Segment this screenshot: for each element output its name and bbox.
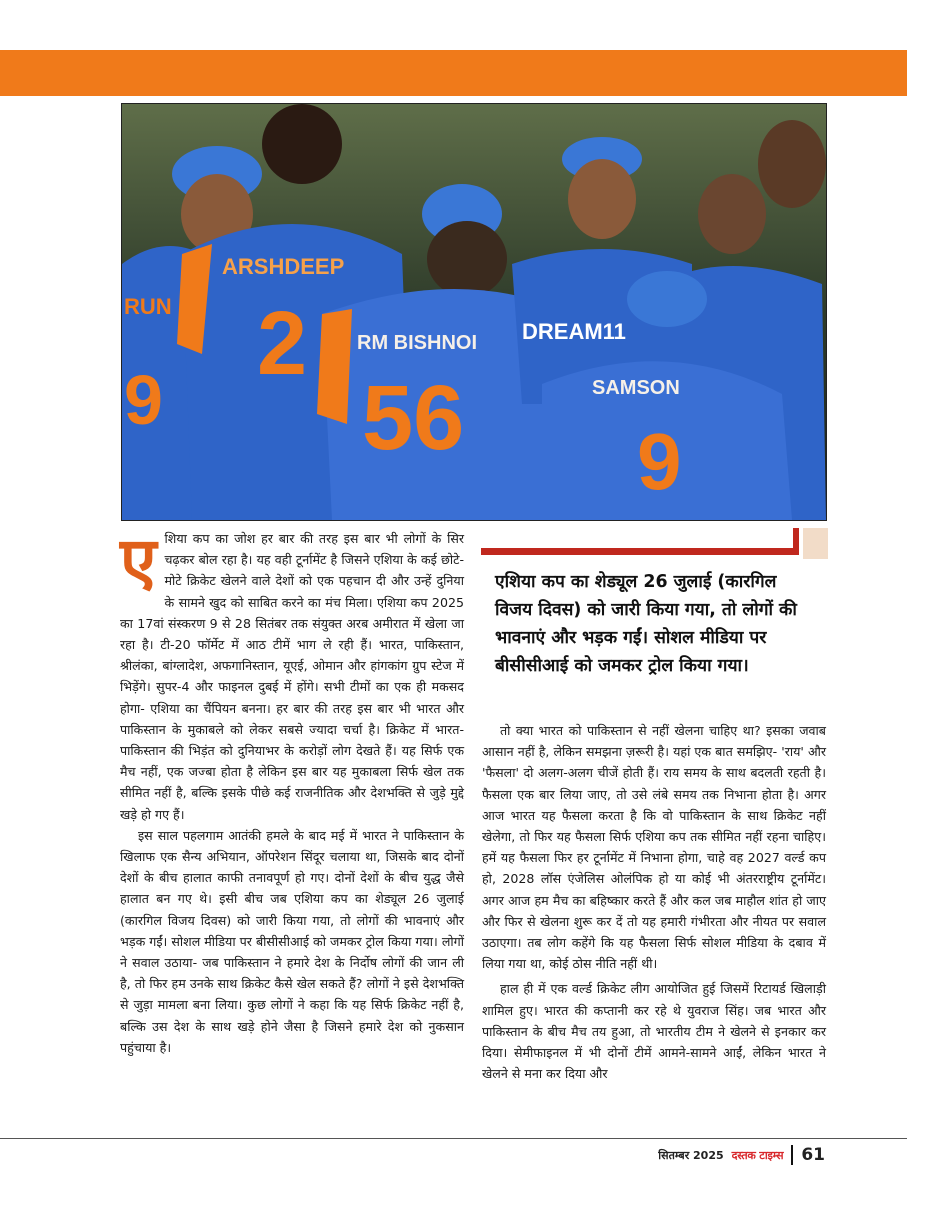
drop-cap: ए	[120, 523, 157, 600]
article-paragraph: इस साल पहलगाम आतंकी हमले के बाद मई में भारत ने पाकिस्तान के खिलाफ एक सैन्य अभियान, ऑपरेशन सिंदूर चलाया था, जिसके बाद दोनों देशों के बीच हालात काफी तनावपूर्ण हो गए। दोनों देशों के बीच युद्ध जैसे हालात बन गए थे। इसी बीच जब एशिया कप का शेड्यूल 26 जुलाई (कारगिल विजय दिवस) को जारी किया गया, तो लोगों की भावनाएं और भड़क गईं। सोशल मीडिया पर बीसीसीआई को जमकर ट्रोल किया गया। लोगों ने सवाल उठाया- जब पाकिस्तान ने हमारे देश के निर्दोष लोगों की जान ली है, तो फिर हम उनके साथ क्रिकेट कैसे खेल सकते हैं? लोगों ने इसे देशभक्ति से जुड़ा मामला बना लिया। कुछ लोगों ने कहा कि यह सिर्फ क्रिकेट नहीं है, बल्कि उस देश के साथ खड़े होने जैसा है जिसने हमारे देश को नुकसान पहुंचाया है।	[120, 827, 464, 1055]
magazine-logo: दस्तक टाइम्स	[731, 1148, 784, 1162]
page-footer	[658, 1144, 825, 1166]
top-accent-bar	[0, 50, 907, 96]
article-paragraph	[120, 523, 464, 825]
jersey-name-arshdeep: ARSHDEEP	[222, 254, 345, 279]
cricket-team-photo	[121, 103, 827, 521]
article-column-left	[120, 523, 464, 1058]
jersey-name-bishnoi: RM BISHNOI	[357, 332, 477, 354]
paragraph-text: शिया कप का जोश हर बार की तरह इस बार भी लोगों के सिर चढ़कर बोल रहा है। यह वही टूर्नामेंट है जिसने एशिया के कई छोटे-मोटे क्रिकेट खेलने वाले देशों को एक पहचान दी और उन्हें दुनिया के सामने खुद को साबित करने का मंच मिला। एशिया कप 2025 का 17वां संस्करण 9 से 28 सितंबर तक संयुक्त अरब अमीरात में खेला जा रहा है। टी-20 फॉर्मेट में आठ टीमें भाग ले रही हैं। भारत, पाकिस्तान, श्रीलंका, बांग्लादेश, अफगानिस्तान, यूएई, ओमान और हांगकांग ग्रुप स्टेज में भिड़ेंगे। सुपर-4 और फाइनल दुबई में होंगे। सभी टीमों का एक ही मकसद होगा- एशिया का चैंपियन बनना। हर बार की तरह इस बार भी भारत और पाकिस्तान के मुकाबले को लेकर सबसे ज्यादा चर्चा है। क्रिकेट में भारत-पाकिस्तान की भिड़ंत को दुनियाभर के करोड़ों लोग देखते हैं। यह सिर्फ एक मैच नहीं, एक जज्बा होता है लेकिन इस बार यह मुकाबला सिर्फ खेल तक सीमित नहीं है, बल्कि इसके पीछे कई राजनीतिक और देशभक्ति से जुड़े मुद्दे खड़े हो गए हैं।	[120, 531, 464, 822]
article-column-right	[482, 720, 826, 1084]
pull-quote-rule	[481, 548, 799, 555]
jersey-number-56: 56	[362, 367, 465, 469]
jersey-number-9: 9	[637, 417, 682, 506]
sponsor-text: DREAM11	[522, 319, 626, 344]
article-paragraph: हाल ही में एक वर्ल्ड क्रिकेट लीग आयोजित हुई जिसमें रिटायर्ड खिलाड़ी शामिल हुए। भारत की कप्तानी कर रहे थे युवराज सिंह। जब भारत और पाकिस्तान के बीच मैच तय हुआ, तो भारतीय टीम ने खेलने से इनकार कर दिया। सेमीफाइनल में भी दोनों टीमें आमने-सामने आईं, लेकिन भारत ने खेलने से मना कर दिया और	[482, 981, 826, 1082]
page-number: 61	[801, 1145, 825, 1165]
team-illustration	[122, 104, 826, 520]
footer-separator	[791, 1145, 793, 1165]
jersey-name-partial: RUN	[124, 294, 172, 319]
footer-rule	[0, 1138, 907, 1139]
article-paragraph: तो क्या भारत को पाकिस्तान से नहीं खेलना चाहिए था? इसका जवाब आसान नहीं है, लेकिन समझना ज़रूरी है। यहां एक बात समझिए- 'राय' और 'फैसला' दो अलग-अलग चीजें होती हैं। राय समय के साथ बदलती रहती है। फैसला एक बार लिया जाए, तो उसे लंबे समय तक निभाना होता है। अगर आज भारत यह फैसला करता है कि वो पाकिस्तान के साथ क्रिकेट नहीं खेलेगा, तो फिर यह फैसला सिर्फ एशिया कप तक सीमित नहीं रहना चाहिए। हमें यह फैसला फिर हर टूर्नामेंट में निभाना होगा, चाहे वह 2027 वर्ल्ड कप हो, 2028 लॉस एंजेलिस ओलंपिक हो या कोई भी अंतरराष्ट्रीय टूर्नामेंट। अगर आज हम मैच का बहिष्कार करते हैं और कल जब माहौल शांत हो जाए और फिर से खेलना शुरू कर दें तो यह हमारी गंभीरता और नीयत पर सवाल उठाएगा। तब लोग कहेंगे कि यह फैसला सिर्फ सोशल मीडिया के दबाव में लिया गया था, कोई ठोस नीति नहीं थी।	[482, 723, 826, 972]
jersey-number-2: 2	[257, 294, 308, 394]
issue-date: सितम्बर 2025	[658, 1148, 724, 1162]
pull-quote: एशिया कप का शेड्यूल 26 जुलाई (कारगिल विजय दिवस) को जारी किया गया, तो लोगों की भावनाएं और भड़क गईं। सोशल मीडिया पर बीसीसीआई को जमकर ट्रोल किया गया।	[495, 572, 797, 676]
jersey-number-partial: 9	[124, 361, 163, 439]
pull-quote-rule-vertical	[793, 528, 799, 555]
pull-quote-accent-box	[803, 528, 828, 559]
jersey-name-samson: SAMSON	[592, 377, 680, 399]
